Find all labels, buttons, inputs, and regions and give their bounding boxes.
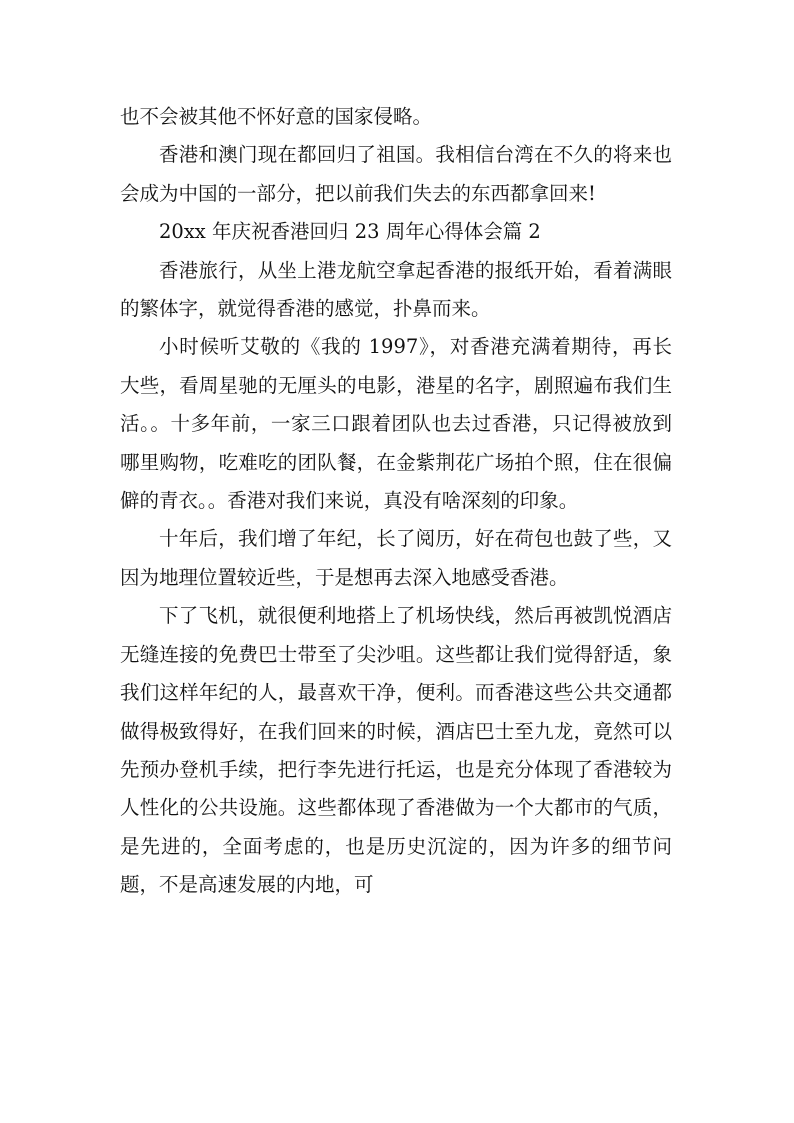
section-heading: 20xx 年庆祝香港回归 23 周年心得体会篇 2 (159, 220, 541, 244)
paragraph: 下了飞机，就很便利地搭上了机场快线，然后再被凯悦酒店无缝连接的免费巴士带至了尖沙咀。这些都让我们觉得舒适，象我们这样年纪的人，最喜欢干净，便利。而香港这些公共交通都做得极致得好，在我们回来的时候，酒店巴士至九龙，竟然可以先预办登机手续，把行李先进行托运，也是充分体现了香港较为人性化的公共设施。这些都体现了香港做为一个大都市的气质，是先进的，全面考虑的，也是历史沉淀的，因为许多的细节问题，不是高速发展的内地，可 (120, 604, 672, 897)
document-body (120, 98, 672, 905)
paragraph-continuation: 也不会被其他不怀好意的国家侵略。 (120, 105, 433, 128)
paragraph: 小时候听艾敬的《我的 1997》，对香港充满着期待，再长大些，看周星驰的无厘头的电影，港星的名字，剧照遍布我们生活。。十多年前，一家三口跟着团队也去过香港，只记得被放到哪里购物，吃难吃的团队餐，在金紫荆花广场拍个照，住在很偏僻的青衣。。香港对我们来说，真没有啥深刻的印象。 (120, 335, 672, 513)
paragraph: 香港和澳门现在都回归了祖国。我相信台湾在不久的将来也会成为中国的一部分，把以前我们失去的东西都拿回来! (120, 143, 672, 205)
paragraph: 十年后，我们增了年纪，长了阅历，好在荷包也鼓了些，又因为地理位置较近些，于是想再去深入地感受香港。 (120, 527, 672, 589)
paragraph: 香港旅行，从坐上港龙航空拿起香港的报纸开始，看着满眼的繁体字，就觉得香港的感觉，扑鼻而来。 (120, 258, 672, 321)
